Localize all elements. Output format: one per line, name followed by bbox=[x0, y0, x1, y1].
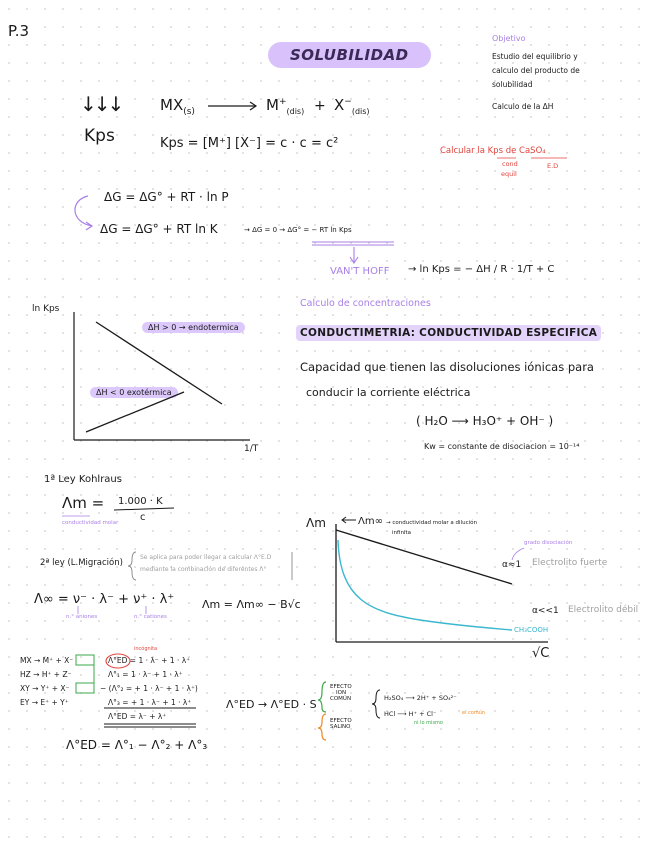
combination-row: Λ°ED = λ⁻ + λ⁺ bbox=[108, 712, 167, 721]
aniones-note: n.° aniones bbox=[66, 614, 98, 620]
conductimetria-desc: conducir la corriente eléctrica bbox=[306, 386, 471, 399]
lambda-m-equation: Λm = Λm∞ − B√c bbox=[202, 598, 301, 611]
water-equation: ( H₂O ⟶ H₃O⁺ + OH⁻ ) bbox=[416, 414, 554, 428]
highlight-box bbox=[76, 655, 94, 665]
gibbs-line2: ΔG = ΔG° + RT ln K bbox=[100, 222, 218, 236]
graph2-axes bbox=[336, 524, 548, 642]
strong-electrolyte-line bbox=[336, 530, 512, 584]
effect-note: ni lo mismo bbox=[414, 720, 443, 726]
calcular-sub: E.D bbox=[547, 162, 559, 170]
efecto-ion-comun: EFECTO ION COMÚN bbox=[330, 684, 352, 702]
electrolito-fuerte-label: Electrolito fuerte bbox=[532, 558, 608, 568]
effect-equation: HCl ⟶ H⁺ + Cl⁻ bbox=[384, 710, 437, 718]
incognita-note: incógnita bbox=[134, 646, 158, 652]
objectives-heading: Objetivo bbox=[492, 34, 526, 43]
conductimetria-desc: Capacidad que tienen las disoluciones iónicas para bbox=[300, 360, 594, 374]
graph2-ylabel: Λm bbox=[306, 516, 326, 530]
combination-row: Λ°₁ = 1 · λ⁻ + 1 · λ⁺ bbox=[108, 670, 183, 679]
reaction-cation: $M^+_{(dis)}$ bbox=[266, 96, 305, 116]
page-label: P.3 bbox=[8, 22, 30, 40]
reaction-row: HZ → H⁺ + Z⁻ bbox=[20, 670, 72, 679]
calculo-concentraciones: Calculo de concentraciones bbox=[300, 298, 431, 309]
calcular-sub: equil bbox=[501, 170, 517, 178]
weak-electrolyte-curve bbox=[338, 540, 512, 630]
conductividad-molar-note: conductividad molar bbox=[62, 520, 119, 526]
second-law-note: mediante la combinación de diferentes Λ° bbox=[140, 566, 267, 573]
effect-note: el común bbox=[462, 710, 486, 716]
lambda-m-symbol: Λm = bbox=[62, 494, 105, 512]
effects-arrow-equation: Λ°ED → Λ°ED · S bbox=[226, 698, 317, 711]
graph2-xlabel: √C bbox=[532, 646, 550, 661]
graph1-ylabel: ln Kps bbox=[32, 304, 60, 314]
reaction-plus: + bbox=[314, 98, 326, 114]
graph1-axes bbox=[74, 312, 250, 440]
reaction-anion: $X^-_{(dis)}$ bbox=[334, 96, 370, 116]
curved-arrow-icon bbox=[75, 196, 92, 226]
combination-result: Λ°ED = Λ°₁ − Λ°₂ + Λ°₃ bbox=[66, 738, 208, 752]
alpha-strong: α≈1 bbox=[502, 560, 522, 570]
combination-row: − (Λ°₂ = + 1 · λ⁻ + 1 · λ⁺) bbox=[100, 684, 198, 693]
kohlrausch-numerator: 1.000 · K bbox=[118, 496, 163, 507]
alpha-weak: α<<1 bbox=[532, 606, 559, 616]
second-law-title: 2ª ley (L.Migración) bbox=[40, 558, 123, 568]
vant-hoff-equation: → ln Kps = − ΔH / R · 1/T + C bbox=[408, 264, 555, 275]
electrolito-debil-label: Electrolito débil bbox=[568, 605, 639, 615]
incognita-circle bbox=[106, 654, 130, 668]
endotermica-label: ΔH > 0 → endotermica bbox=[142, 322, 245, 333]
reaction-arrow bbox=[208, 102, 256, 110]
kohlrausch-denominator: c bbox=[140, 512, 146, 523]
vant-hoff-label: VAN'T HOFF bbox=[330, 266, 390, 277]
kps-expression: Kps = [M⁺] [X⁻] = c · c = c² bbox=[160, 136, 339, 151]
lambda-infinity-note: → conductividad molar a dilución bbox=[386, 520, 477, 526]
reaction-left: $MX_{(s)}$ bbox=[160, 96, 195, 117]
graph1-endothermic-line bbox=[96, 322, 222, 404]
lambda-infinity-label: Λm∞ bbox=[358, 516, 383, 527]
graph1-xlabel: 1/T bbox=[244, 444, 259, 454]
graph1-exothermic-line bbox=[86, 392, 184, 432]
grado-disociacion-note: grado disociación bbox=[524, 540, 573, 546]
combination-row: Λ°₃ = + 1 · λ⁻ + 1 · λ⁺ bbox=[108, 698, 192, 707]
lambda-infinity-equation: Λ∞ = ν⁻ · λ⁻ + ν⁺ · λ⁺ bbox=[34, 592, 175, 607]
gibbs-line1: ΔG = ΔG° + RT · ln P bbox=[104, 190, 229, 204]
objective-line: solubilidad bbox=[492, 80, 533, 89]
first-law-title: 1ª Ley Kohlraus bbox=[44, 474, 122, 485]
combination-row: Λ°ED = 1 · λ⁻ + 1 · λ⁺ bbox=[108, 656, 191, 665]
efecto-salino: EFECTO SALINO bbox=[330, 718, 352, 730]
kw-line: Kw = constante de disociacion = 10⁻¹⁴ bbox=[424, 442, 580, 451]
cationes-note: n.° cationes bbox=[134, 614, 167, 620]
page-title: SOLUBILIDAD bbox=[268, 42, 431, 68]
conductimetria-heading: CONDUCTIMETRIA: CONDUCTIVIDAD ESPECIFICA bbox=[296, 325, 601, 341]
calcular-line: Calcular la Kps de CaSO₄ bbox=[440, 146, 546, 156]
objective-line: calculo del producto de bbox=[492, 66, 580, 75]
reaction-row: XY → Y⁺ + X⁻ bbox=[20, 684, 70, 693]
down-arrows-icon: ↓↓↓ bbox=[80, 92, 122, 116]
effect-equation: H₂SO₄ ⟶ 2H⁺ + SO₄²⁻ bbox=[384, 694, 457, 702]
objective-line: Calculo de la ΔH bbox=[492, 102, 554, 111]
reaction-row: EY → E⁺ + Y⁺ bbox=[20, 698, 69, 707]
calcular-sub: cond bbox=[502, 160, 518, 168]
exotermica-label: ΔH < 0 exotérmica bbox=[90, 387, 178, 398]
lambda-infinity-note: infinita bbox=[392, 530, 412, 536]
ch3cooh-label: CH₃COOH bbox=[514, 626, 549, 634]
objective-line: Estudio del equilibrio y bbox=[492, 52, 578, 61]
second-law-note: Se aplica para poder llegar a calcular Λ°E.D bbox=[140, 554, 272, 561]
gibbs-line2-tail: → ΔG = 0 → ΔG° = − RT ln Kps bbox=[244, 226, 352, 234]
kps-symbol: Kps bbox=[84, 126, 115, 146]
highlight-box bbox=[76, 683, 94, 693]
reaction-row: MX → M⁺ + X⁻ bbox=[20, 656, 74, 665]
